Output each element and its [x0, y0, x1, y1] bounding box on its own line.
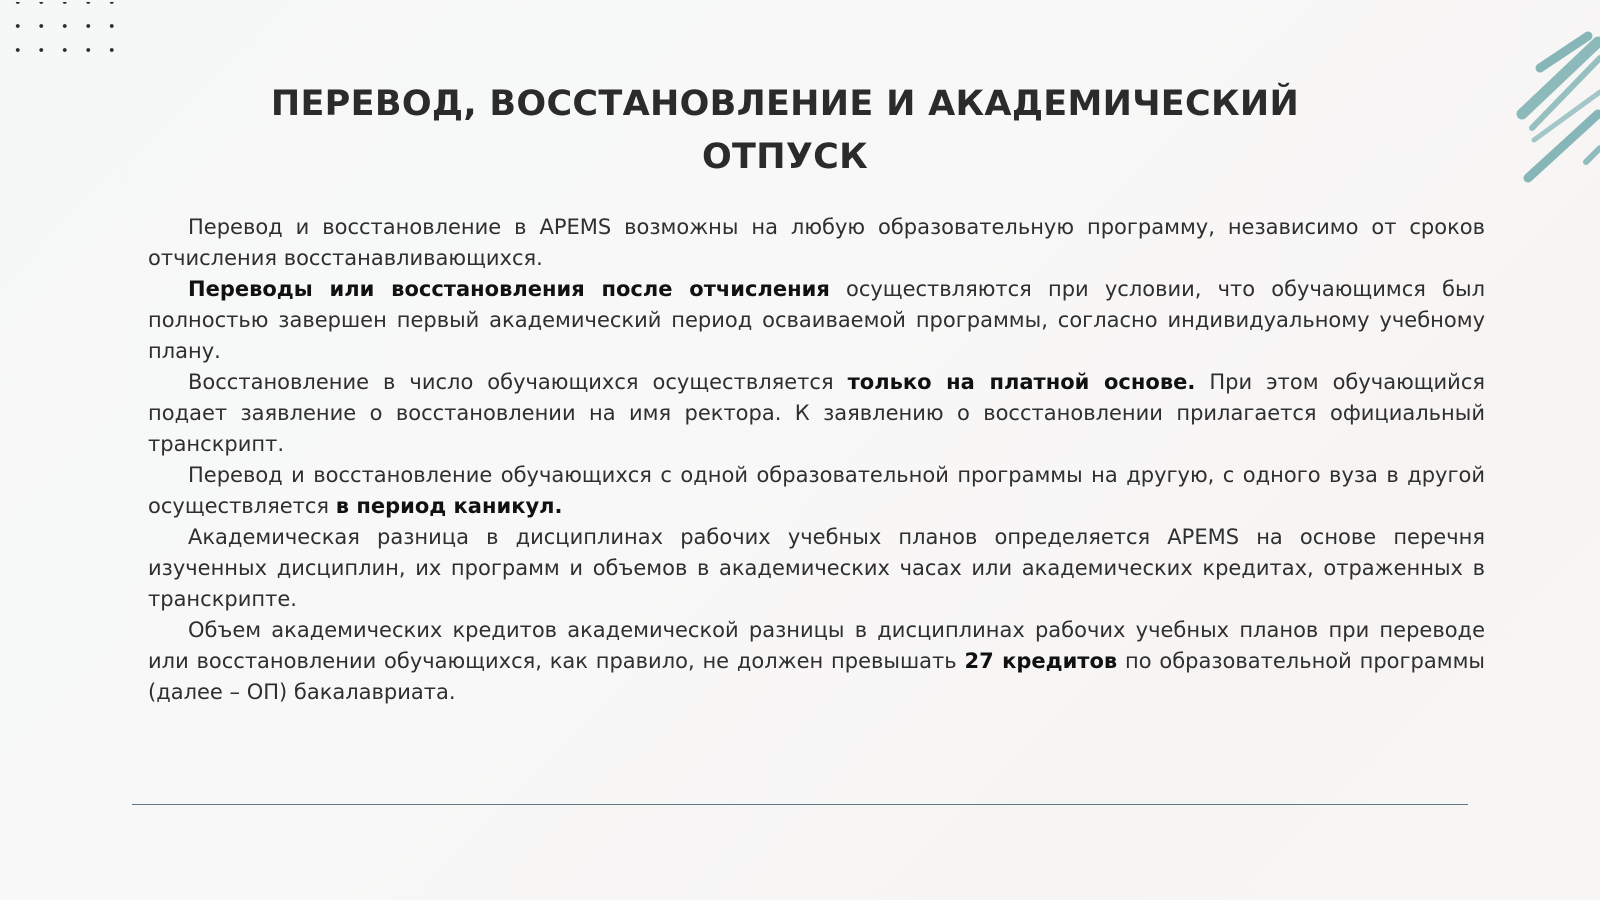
paragraph-3: [148, 367, 1485, 460]
paragraph-6: [148, 615, 1485, 708]
paragraph-6-before: Объем академических кредитов академической разницы в дисциплинах рабочих учебных планов при переводе или восстановлении обучающихся, как правило, не должен превышать: [148, 618, 1485, 673]
divider-line: [132, 804, 1468, 805]
paragraph-1: [148, 212, 1485, 274]
paragraph-2-text: осуществляются при условии, что обучающимся был полностью завершен первый академический период осваиваемой программы, согласно индивидуальному учебному плану.: [148, 277, 1485, 363]
paragraph-2-bold: Переводы или восстановления после отчисления: [188, 277, 830, 301]
paragraph-6-after: по образовательной программы (далее – ОП) бакалавриата.: [148, 649, 1485, 704]
paragraph-3-after: При этом обучающийся подает заявление о восстановлении на имя ректора. К заявлению о восстановлении прилагается официальный транскрипт.: [148, 370, 1486, 456]
title-line-2: ОТПУСК: [702, 137, 868, 177]
paragraph-4-bold: в период каникул.: [335, 494, 563, 518]
paragraph-5-text: Академическая разница в дисциплинах рабочих учебных планов определяется APEMS на основе перечня изученных дисциплин, их программ и объемов в академических часах или академических кредитах, отраженных в транскрипте.: [148, 525, 1485, 611]
paragraph-4-before: Перевод и восстановление обучающихся с одной образовательной программы на другую, с одного вуза в другой осуществляется: [148, 463, 1485, 518]
paragraph-3-bold: только на платной основе.: [847, 370, 1196, 394]
slide-title: [200, 78, 1370, 184]
paragraph-1-text: Перевод и восстановление в APEMS возможны на любую образовательную программу, независимо от сроков отчисления восстанавливающихся.: [148, 215, 1485, 270]
paragraph-4: [148, 460, 1485, 522]
body-text: [148, 212, 1485, 708]
paragraph-6-bold: 27 кредитов: [964, 649, 1118, 673]
paragraph-5: [148, 522, 1485, 615]
paragraph-2: [148, 274, 1485, 367]
brush-strokes-icon: [1504, 28, 1600, 188]
dot-grid-icon: [6, 2, 116, 56]
paragraph-3-before: Восстановление в число обучающихся осуществляется: [188, 370, 848, 394]
title-line-1: ПЕРЕВОД, ВОССТАНОВЛЕНИЕ И АКАДЕМИЧЕСКИЙ: [270, 84, 1300, 124]
